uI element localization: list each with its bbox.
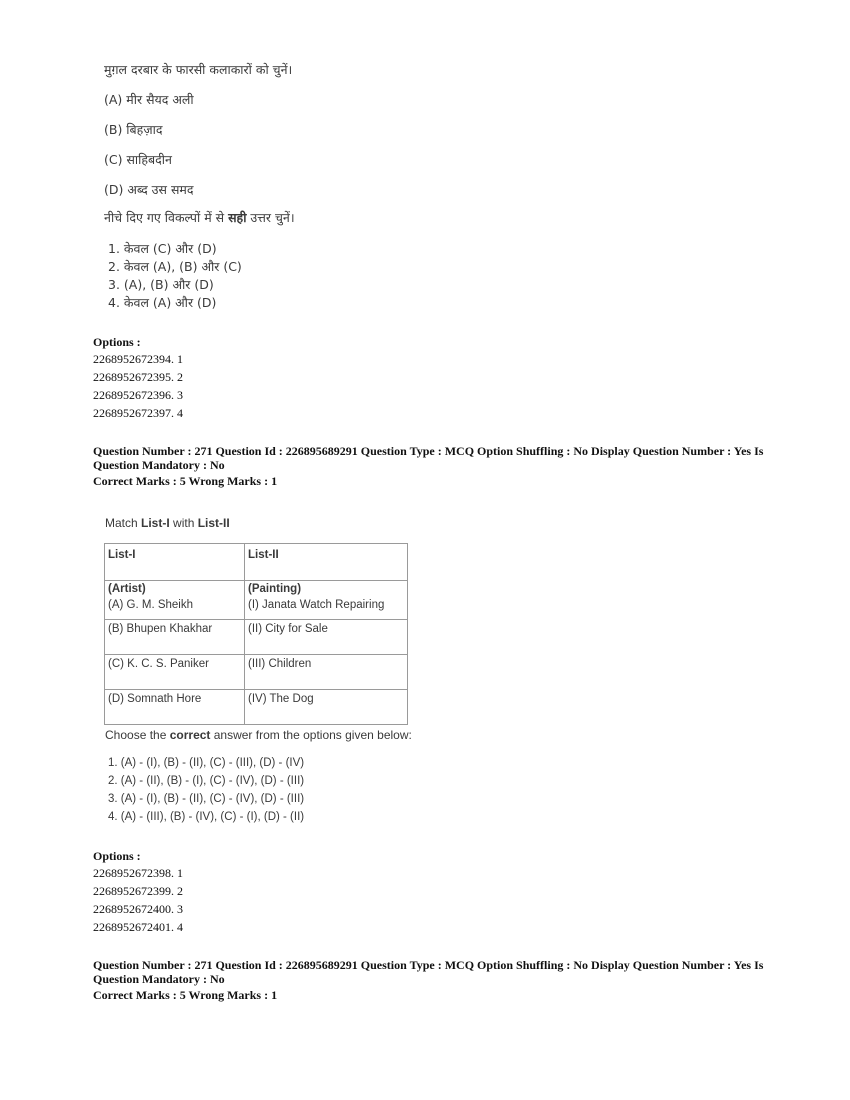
table-cell: (D) Somnath Hore xyxy=(105,690,245,725)
instruction-text-post: answer from the options given below: xyxy=(210,728,412,742)
prompt-list-1: List-I xyxy=(141,516,170,530)
choice-1: 1. (A) - (I), (B) - (II), (C) - (III), (D) - (IV) xyxy=(108,757,305,769)
choice-4: 4. केवल (A) और (D) xyxy=(108,295,217,310)
question-1-instruction xyxy=(104,212,295,225)
option-4: 2268952672401. 4 xyxy=(93,920,183,934)
table-row xyxy=(105,599,408,620)
table-cell: (II) City for Sale xyxy=(245,620,408,655)
statement-b: (B) बिहज़ाद xyxy=(104,122,163,137)
question-2-prompt xyxy=(105,516,230,530)
options-label: Options : xyxy=(93,335,141,349)
table-row xyxy=(105,655,408,690)
table-header-row xyxy=(105,544,408,581)
header-list-2: List-II xyxy=(245,544,408,581)
statement-a: (A) मीर सैयद अली xyxy=(104,92,194,107)
option-4: 2268952672397. 4 xyxy=(93,406,183,420)
table-cell: (I) Janata Watch Repairing xyxy=(245,599,408,620)
table-cell: (B) Bhupen Khakhar xyxy=(105,620,245,655)
table-cell: (A) G. M. Sheikh xyxy=(105,599,245,620)
prompt-mid: with xyxy=(169,516,198,530)
choice-3: 3. (A), (B) और (D) xyxy=(108,277,214,292)
table-subheader-row xyxy=(105,581,408,600)
question-2-instruction xyxy=(105,728,412,742)
choice-4: 4. (A) - (III), (B) - (IV), (C) - (I), (D) - (II) xyxy=(108,811,305,823)
options-label: Options : xyxy=(93,849,141,863)
meta-line-1: Question Number : 271 Question Id : 226895689291 Question Type : MCQ Option Shuffling : No Display Question Number : Yes Is xyxy=(93,958,764,972)
prompt-pre: Match xyxy=(105,516,142,530)
meta-line-1: Question Number : 271 Question Id : 226895689291 Question Type : MCQ Option Shuffling : No Display Question Number : Yes Is xyxy=(93,444,764,458)
choice-2: 2. केवल (A), (B) और (C) xyxy=(108,259,242,274)
prompt-list-2: List-II xyxy=(197,516,230,530)
option-2: 2268952672395. 2 xyxy=(93,370,183,384)
table-cell: (C) K. C. S. Paniker xyxy=(105,655,245,690)
instruction-text-bold: सही xyxy=(228,210,247,225)
table-cell: (IV) The Dog xyxy=(245,690,408,725)
subheader-artist: (Artist) xyxy=(105,581,245,600)
question-1-prompt: मुग़ल दरबार के फारसी कलाकारों को चुनें। xyxy=(104,62,293,77)
table-cell: (III) Children xyxy=(245,655,408,690)
meta-line-3: Correct Marks : 5 Wrong Marks : 1 xyxy=(93,988,278,1002)
match-table xyxy=(104,543,408,725)
table-row xyxy=(105,690,408,725)
choice-2: 2. (A) - (II), (B) - (I), (C) - (IV), (D) - (III) xyxy=(108,775,305,787)
option-3: 2268952672400. 3 xyxy=(93,902,183,916)
statement-c: (C) साहिबदीन xyxy=(104,152,172,167)
option-1: 2268952672394. 1 xyxy=(93,352,183,366)
meta-line-2: Question Mandatory : No xyxy=(93,972,225,986)
option-2: 2268952672399. 2 xyxy=(93,884,183,898)
header-list-1: List-I xyxy=(105,544,245,581)
option-3: 2268952672396. 3 xyxy=(93,388,183,402)
choice-1: 1. केवल (C) और (D) xyxy=(108,241,217,256)
instruction-text-bold: correct xyxy=(169,728,211,742)
meta-line-3: Correct Marks : 5 Wrong Marks : 1 xyxy=(93,474,278,488)
instruction-text-pre: Choose the xyxy=(105,728,170,742)
instruction-text-pre: नीचे दिए गए विकल्पों में से xyxy=(104,210,229,225)
meta-line-2: Question Mandatory : No xyxy=(93,458,225,472)
choice-3: 3. (A) - (I), (B) - (II), (C) - (IV), (D) - (III) xyxy=(108,793,305,805)
option-1: 2268952672398. 1 xyxy=(93,866,183,880)
table-row xyxy=(105,620,408,655)
statement-d: (D) अब्द उस समद xyxy=(104,182,194,197)
subheader-painting: (Painting) xyxy=(245,581,408,600)
instruction-text-post: उत्तर चुनें। xyxy=(246,210,295,225)
